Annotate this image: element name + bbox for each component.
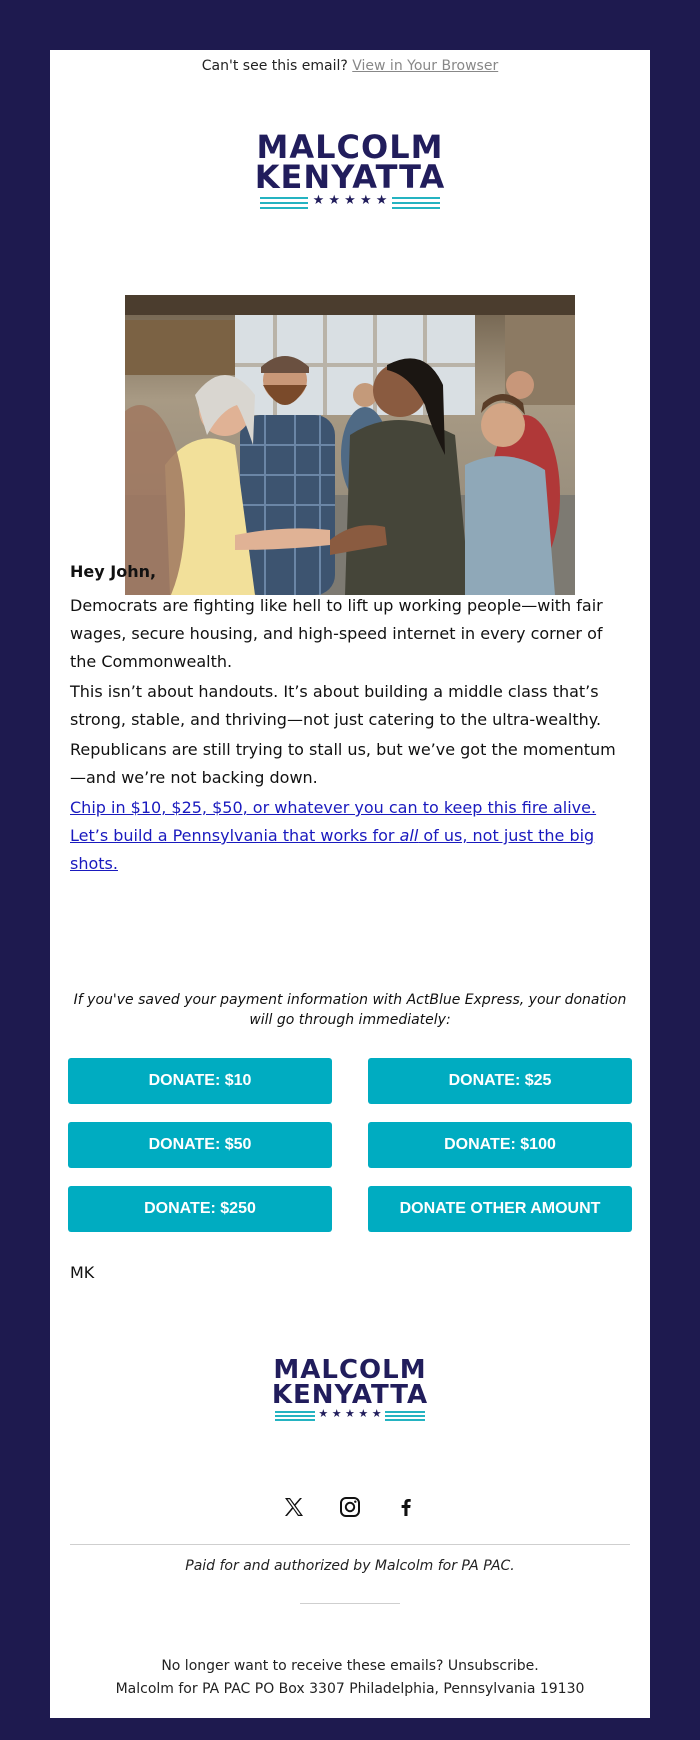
browser-view-prompt: Can't see this email? xyxy=(201,58,348,74)
paragraph-2: This isn’t about handouts. It’s about building a middle class that’s strong, stable, and thriving—not just catering to the ultra-wealthy. xyxy=(70,682,602,729)
donate-100-button[interactable]: DONATE: $100 xyxy=(368,1122,632,1168)
cta-text-2: of us, not just the big shots. xyxy=(70,826,595,873)
logo-line-1: MALCOLM xyxy=(256,128,444,166)
x-icon[interactable] xyxy=(282,1495,306,1519)
footer-logo-line-1: MALCOLM xyxy=(273,1355,427,1385)
donate-cta-link[interactable] xyxy=(70,794,630,878)
instagram-icon[interactable] xyxy=(338,1495,362,1519)
footer-logo xyxy=(50,1355,650,1423)
donate-250-button[interactable]: DONATE: $250 xyxy=(68,1186,332,1232)
cta-text-1: Chip in $10, $25, $50, or whatever you can to keep this fire alive. Let’s build a Pennsylvania that works for xyxy=(70,798,597,845)
greeting: Hey John, xyxy=(70,562,157,581)
paid-for-disclaimer: Paid for and authorized by Malcolm for PA PAC. xyxy=(185,1558,515,1574)
paragraph-3: Republicans are still trying to stall us, but we’ve got the momentum—and we’re not backing down. xyxy=(70,740,616,787)
mailing-address: Malcolm for PA PAC PO Box 3307 Philadelphia, Pennsylvania 19130 xyxy=(115,1681,585,1697)
signature: MK xyxy=(70,1263,95,1282)
facebook-icon[interactable] xyxy=(394,1495,418,1519)
campaign-photo xyxy=(125,295,575,595)
donate-50-button[interactable]: DONATE: $50 xyxy=(68,1122,332,1168)
footer-logo-stripes xyxy=(275,1409,425,1423)
donate-10-button[interactable]: DONATE: $10 xyxy=(68,1058,332,1104)
donate-25-button[interactable]: DONATE: $25 xyxy=(368,1058,632,1104)
footer-divider xyxy=(70,1544,630,1545)
footer-short-divider xyxy=(300,1603,400,1604)
footer-logo-line-2: KENYATTA xyxy=(271,1379,429,1410)
logo-line-2: KENYATTA xyxy=(254,158,446,197)
header-logo xyxy=(50,128,650,211)
logo-stripes xyxy=(260,192,440,211)
browser-view-line xyxy=(50,58,650,74)
paragraph-1: Democrats are fighting like hell to lift up working people—with fair wages, secure housing, and high-speed internet in every corner of the Commonwealth. xyxy=(70,596,603,671)
view-in-browser-link[interactable]: View in Your Browser xyxy=(352,58,499,74)
email-card xyxy=(50,50,650,1718)
logo-stars: ★ ★ ★ ★ ★ xyxy=(312,192,388,208)
donate-other-amount-button[interactable]: DONATE OTHER AMOUNT xyxy=(368,1186,632,1232)
photo-illustration xyxy=(125,295,575,595)
unsubscribe-line[interactable]: No longer want to receive these emails? Unsubscribe. xyxy=(161,1658,539,1674)
actblue-note: If you've saved your payment information with ActBlue Express, your donation will go through immediately: xyxy=(73,992,627,1028)
footer-logo-stars: ★ ★ ★ ★ ★ xyxy=(318,1407,382,1421)
cta-emphasis: all xyxy=(399,826,419,845)
